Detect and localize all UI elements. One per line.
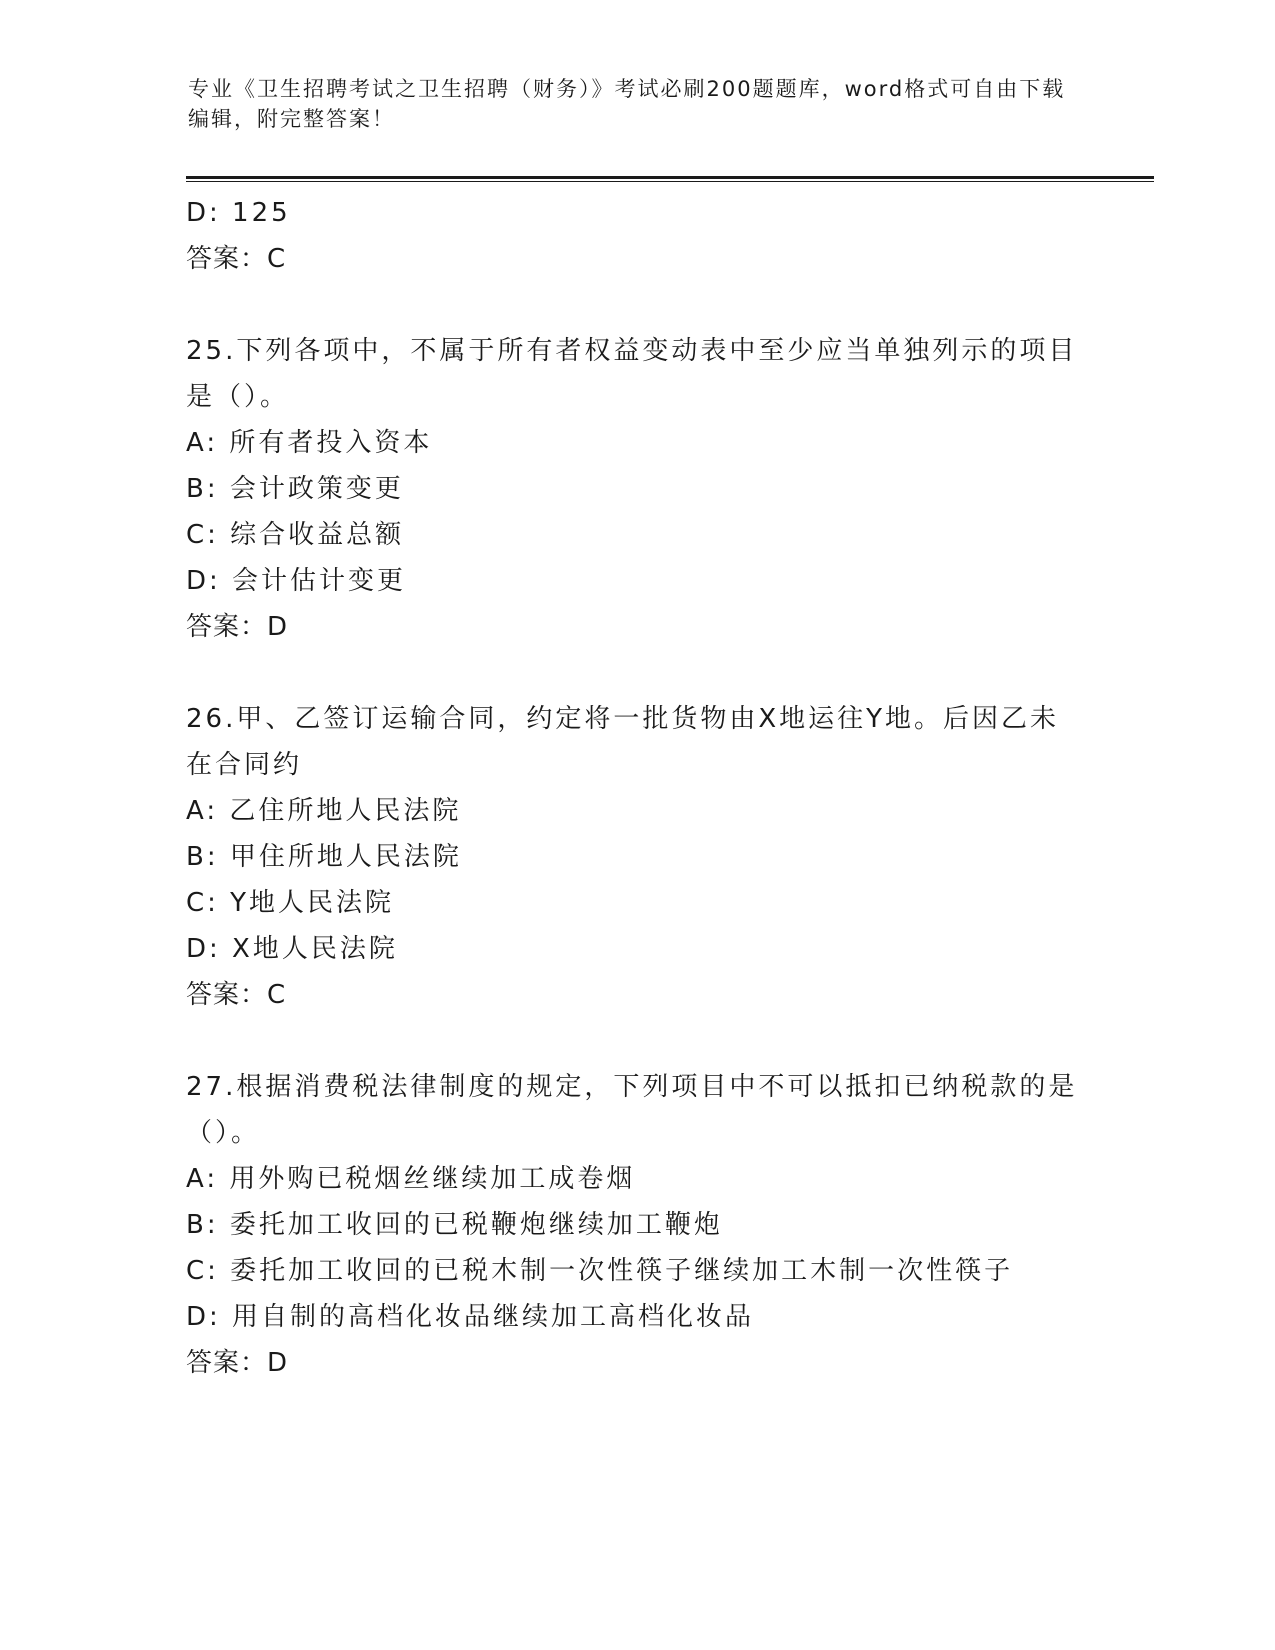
question-number: 26.	[186, 704, 237, 734]
header-divider-thin	[186, 181, 1154, 182]
answer-line: 答案：D	[186, 1348, 289, 1378]
question-26	[186, 696, 1086, 1018]
question-27	[186, 1064, 1086, 1386]
option-b: B: 会计政策变更	[186, 474, 404, 504]
answer-line: 答案：C	[186, 244, 287, 274]
question-text: 根据消费税法律制度的规定，下列项目中不可以抵扣已纳税款的是（）。	[186, 1072, 1078, 1148]
option-a: A: 用外购已税烟丝继续加工成卷烟	[186, 1164, 636, 1194]
option-c: C: 委托加工收回的已税木制一次性筷子继续加工木制一次性筷子	[186, 1256, 1014, 1286]
question-number: 27.	[186, 1072, 237, 1102]
answer-line: 答案：D	[186, 612, 289, 642]
question-text: 下列各项中，不属于所有者权益变动表中至少应当单独列示的项目是（）。	[186, 336, 1078, 412]
option-b: B: 委托加工收回的已税鞭炮继续加工鞭炮	[186, 1210, 723, 1240]
option-b: B: 甲住所地人民法院	[186, 842, 462, 872]
question-stem	[186, 1064, 1086, 1156]
question-25	[186, 328, 1086, 650]
question-number: 25.	[186, 336, 237, 366]
question-list	[186, 190, 1086, 1432]
header-divider-thick	[186, 176, 1154, 179]
option-c: C: 综合收益总额	[186, 520, 405, 550]
option-d: D: 会计估计变更	[186, 566, 407, 596]
option-d: D: X地人民法院	[186, 934, 398, 964]
question-text: 甲、乙签订运输合同，约定将一批货物由X地运往Y地。后因乙未在合同约	[186, 704, 1060, 780]
option-a: A: 所有者投入资本	[186, 428, 433, 458]
option-d: D: 用自制的高档化妆品继续加工高档化妆品	[186, 1302, 755, 1332]
document-header: 专业《卫生招聘考试之卫生招聘（财务）》考试必刷200题题库，word格式可自由下载编辑，附完整答案！	[188, 77, 1066, 131]
option-a: A: 乙住所地人民法院	[186, 796, 462, 826]
option-c: C: Y地人民法院	[186, 888, 395, 918]
question-stem	[186, 696, 1086, 788]
option-d: D: 125	[186, 198, 291, 228]
question-stem	[186, 328, 1086, 420]
answer-line: 答案：C	[186, 980, 287, 1010]
